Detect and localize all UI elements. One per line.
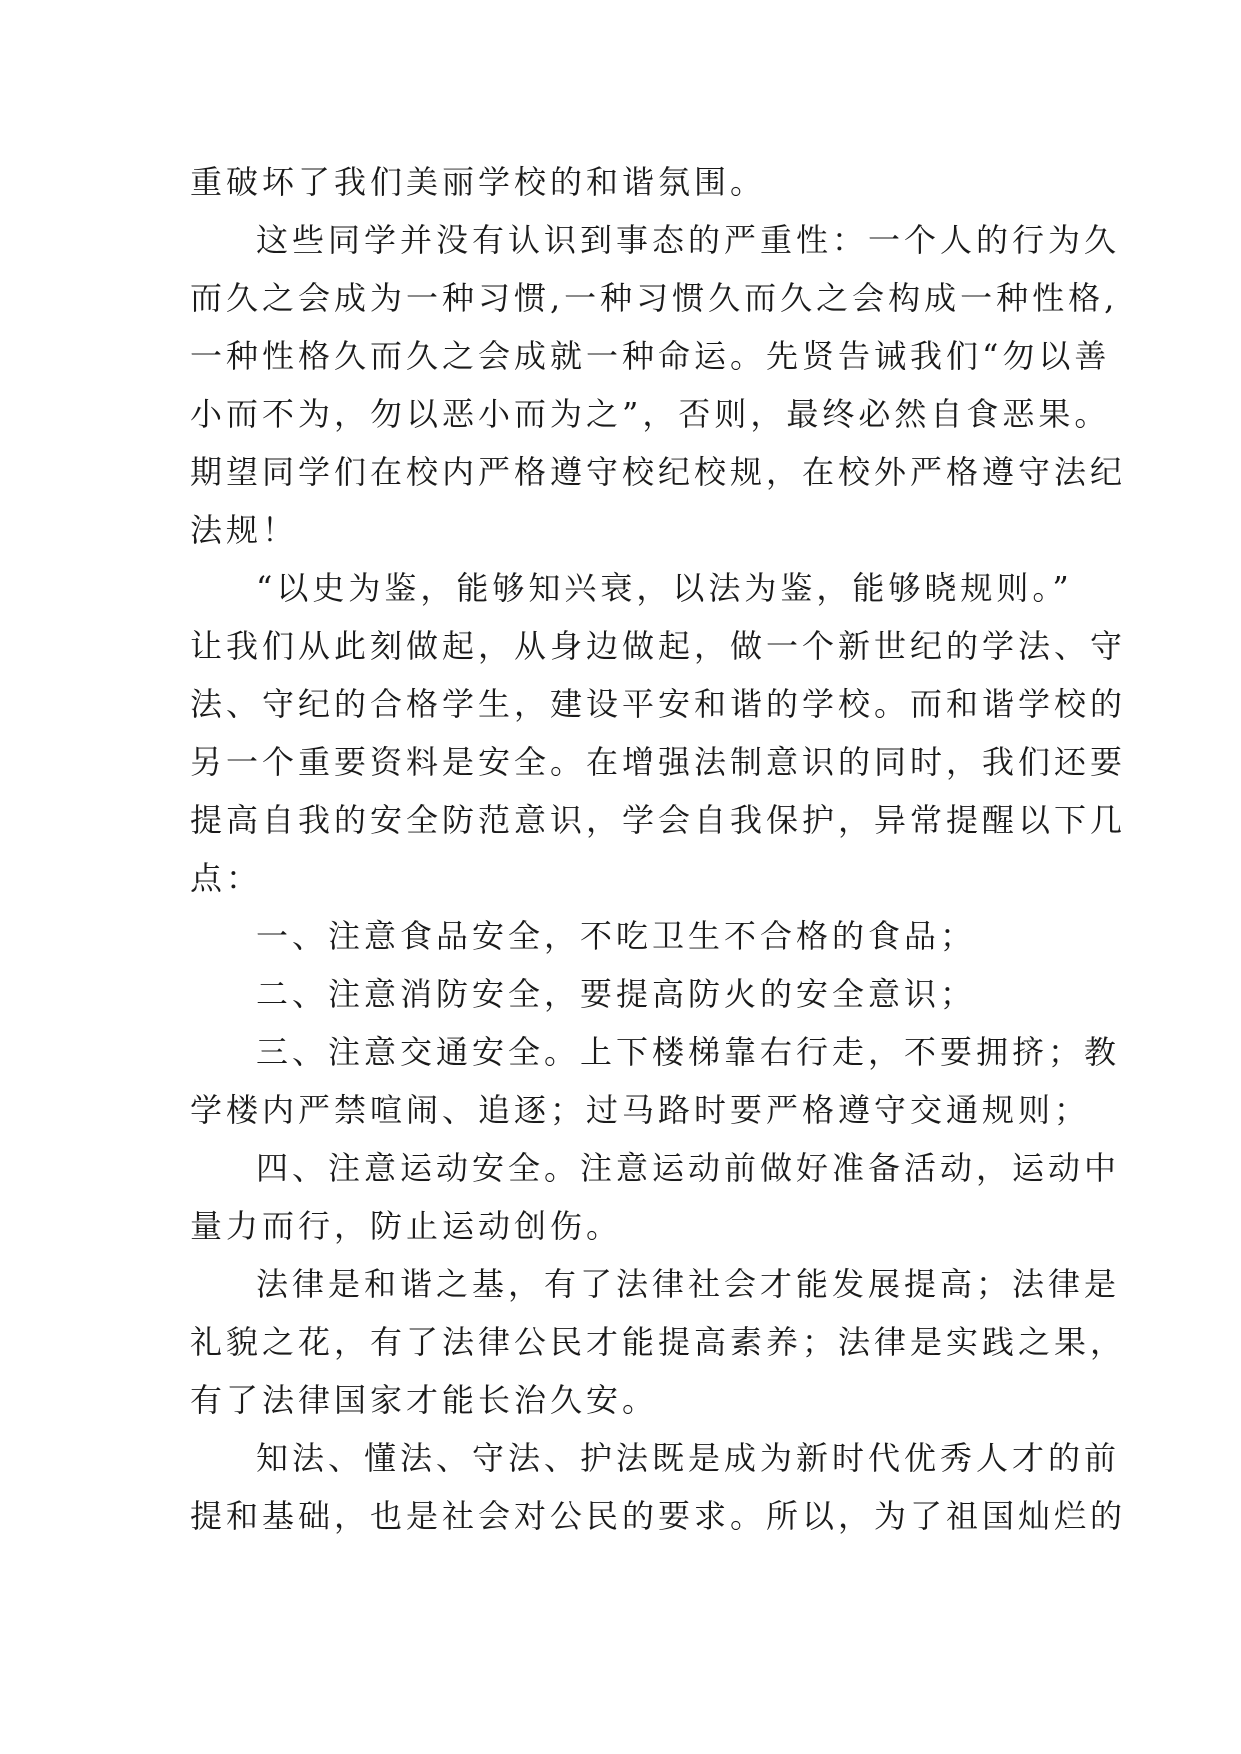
text-line: 有了法律国家才能长治久安。 bbox=[190, 1381, 659, 1419]
text-line: 重破坏了我们美丽学校的和谐氛围。 bbox=[190, 163, 767, 201]
text-line: 法规！ bbox=[190, 511, 299, 549]
text-line: 而久之会成为一种习惯,一种习惯久而久之会构成一种性格, bbox=[190, 279, 1119, 317]
text-line: 学楼内严禁喧闹、追逐；过马路时要严格遵守交通规则； bbox=[190, 1091, 1091, 1129]
text-line: 法律是和谐之基，有了法律社会才能发展提高；法律是 bbox=[256, 1265, 1121, 1303]
text-line: 礼貌之花，有了法律公民才能提高素养；法律是实践之果， bbox=[190, 1323, 1127, 1361]
text-line: 期望同学们在校内严格遵守校纪校规，在校外严格遵守法纪 bbox=[190, 453, 1127, 491]
text-line: 法、守纪的合格学生，建设平安和谐的学校。而和谐学校的 bbox=[190, 685, 1127, 723]
text-line: 小而不为，勿以恶小而为之”，否则，最终必然自食恶果。 bbox=[190, 395, 1111, 433]
text-line: 提和基础，也是社会对公民的要求。所以，为了祖国灿烂的 bbox=[190, 1497, 1127, 1535]
text-line: 让我们从此刻做起，从身边做起，做一个新世纪的学法、守 bbox=[190, 627, 1127, 665]
text-line: 二、注意消防安全，要提高防火的安全意识； bbox=[256, 975, 977, 1013]
text-line: 一种性格久而久之会成就一种命运。先贤告诫我们“勿以善 bbox=[190, 337, 1111, 375]
text-line: 提高自我的安全防范意识，学会自我保护，异常提醒以下几 bbox=[190, 801, 1127, 839]
text-line: 四、注意运动安全。注意运动前做好准备活动，运动中 bbox=[256, 1149, 1121, 1187]
text-line: 另一个重要资料是安全。在增强法制意识的同时，我们还要 bbox=[190, 743, 1127, 781]
text-line: 知法、懂法、守法、护法既是成为新时代优秀人才的前 bbox=[256, 1439, 1121, 1477]
text-line: 一、注意食品安全，不吃卫生不合格的食品； bbox=[256, 917, 977, 955]
text-line: 这些同学并没有认识到事态的严重性：一个人的行为久 bbox=[256, 221, 1121, 259]
document-body bbox=[190, 153, 1127, 1545]
text-line: 量力而行，防止运动创伤。 bbox=[190, 1207, 623, 1245]
text-line: 三、注意交通安全。上下楼梯靠右行走，不要拥挤；教 bbox=[256, 1033, 1121, 1071]
text-line: “以史为鉴，能够知兴衰，以法为鉴，能够晓规则。” bbox=[256, 569, 1073, 607]
text-line: 点： bbox=[190, 859, 263, 897]
